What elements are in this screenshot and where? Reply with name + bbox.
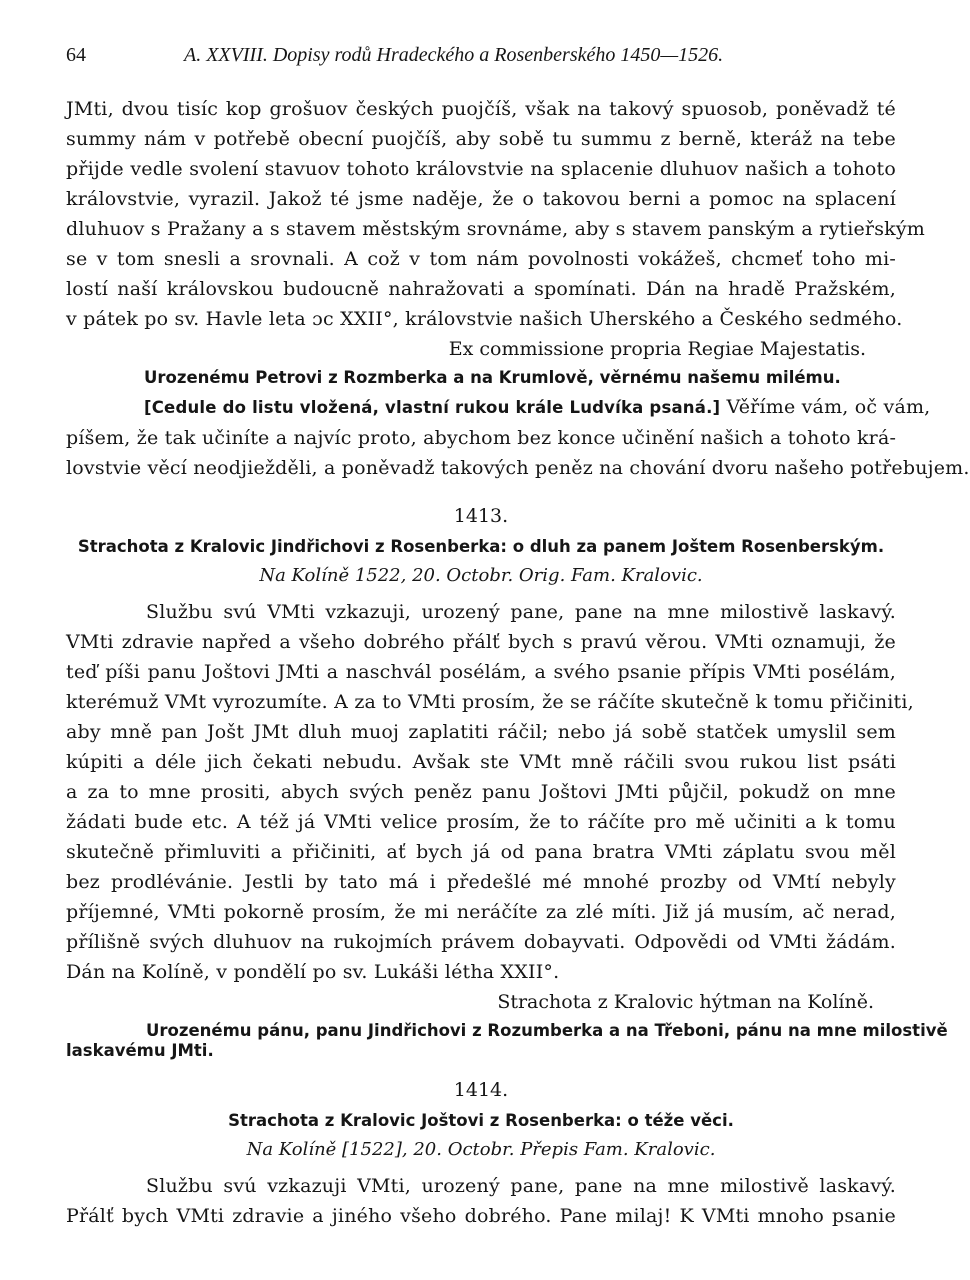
text-line: píšem, že tak učiníte a najvíc proto, abychom bez konce učinění našich a tohoto krá- bbox=[66, 427, 897, 449]
letter-address bbox=[66, 1017, 948, 1065]
previous-letter-address: Urozenému Petrovi z Rozmberka a na Krumlově, věrnému našemu milému. bbox=[144, 368, 841, 387]
previous-letter-signature: Ex commissione propria Regiae Majestatis. bbox=[448, 338, 866, 360]
text-line: skutečně přimluviti a přičiniti, ať bych já od pana bratra VMti záplatu svou měl bbox=[66, 841, 896, 863]
text-line: přijde vedle svolení stavuov tohoto královstvie na splacenie dluhuov našich a tohoto bbox=[66, 158, 896, 180]
text-line: v pátek po sv. Havle leta ɔc XXII°, královstvie našich Uherského a Českého sedmého. bbox=[66, 308, 903, 330]
text-line: Službu svú vzkazuji VMti, urozený pane, pane na mne milostivě laskavý. bbox=[146, 1175, 896, 1197]
text-line: přílišně svých dluhuov na rukojmích právem dobayvati. Odpovědi od VMti žádám. bbox=[66, 931, 896, 953]
text-line: aby mně pan Jošt JMt dluh muoj zaplatiti ráčil; nebo já sobě statček umyslil sem bbox=[66, 721, 896, 743]
text-line: summy nám v potřebě obecní puojčíš, aby sobě tu summu z berně, kteráž na tebe bbox=[66, 128, 896, 150]
letter-body bbox=[66, 1171, 896, 1231]
letter-source: Na Kolíně 1522, 20. Octobr. Orig. Fam. Kralovic. bbox=[259, 565, 703, 586]
letter-signature: Strachota z Kralovic hýtman na Kolíně. bbox=[497, 991, 874, 1013]
book-page bbox=[66, 44, 970, 1231]
text-line: lostí naší královskou budoucně nahražovati a spomínati. Dán na hradě Pražském, bbox=[66, 278, 896, 300]
letter-heading: Strachota z Kralovic Joštovi z Rosenberka: o téže věci. bbox=[228, 1111, 734, 1130]
text-line: a za to mne prositi, abych svých peněz panu Joštovi JMti půjčil, pokudž on mne bbox=[66, 781, 896, 803]
text-line: dluhuov s Pražany a s stavem městským srovnáme, aby s stavem panským a rytieřským bbox=[66, 218, 926, 240]
cedule-note bbox=[66, 392, 970, 483]
text-line: Službu svú VMti vzkazuji, urozený pane, pane na mne milostivě laskavý. bbox=[146, 601, 896, 623]
cedule-intro: [Cedule do listu vložená, vlastní rukou krále Ludvíka psaná.] bbox=[144, 398, 721, 417]
text-line: VMti zdravie napřed a všeho dobrého přálť bych s pravú věrou. VMti oznamuji, že bbox=[66, 631, 896, 653]
address-line: laskavému JMti. bbox=[66, 1041, 214, 1060]
text-line: kterémuž VMt vyrozumíte. A za to VMti prosím, že se ráčíte skutečně k tomu přičiniti, bbox=[66, 691, 914, 713]
text-line: JMti, dvou tisíc kop grošuov českých puojčíš, však na takový spuosob, poněvadž té bbox=[66, 98, 896, 120]
text-line: Dán na Kolíně, v pondělí po sv. Lukáši létha XXII°. bbox=[66, 961, 560, 983]
running-title: A. XXVIII. Dopisy rodů Hradeckého a Rosenberského 1450—1526. bbox=[184, 44, 724, 66]
text-line: kúpiti a déle jich čekati nebudu. Avšak ste VMt mně ráčili svou rukou list psáti bbox=[66, 751, 896, 773]
text-line: královstvie, vyrazil. Jakož té jsme naděje, že o takovou berni a pomoc na splacení bbox=[66, 188, 896, 210]
running-header bbox=[66, 44, 896, 78]
text-line: Věříme vám, oč vám, bbox=[726, 396, 931, 418]
letter-heading: Strachota z Kralovic Jindřichovi z Rosenberka: o dluh za panem Joštem Rosenberským. bbox=[77, 537, 885, 556]
text-line: teď píši panu Joštovi JMti a naschvál posélám, a svého psanie přípis VMti posélám, bbox=[66, 661, 896, 683]
page-number: 64 bbox=[66, 44, 86, 66]
letter-number: 1413. bbox=[453, 505, 509, 527]
previous-letter-body bbox=[66, 94, 926, 334]
letter-source: Na Kolíně [1522], 20. Octobr. Přepis Fam. Kralovic. bbox=[246, 1139, 716, 1160]
letter-number: 1414. bbox=[453, 1079, 509, 1101]
text-line: příjemné, VMti pokorně prosím, že mi neráčíte za zlé míti. Již já musím, ač nerad, bbox=[66, 901, 896, 923]
text-line: lovstvie věcí neodjiežděli, a poněvadž takových peněz na chování dvoru našeho potřebujem. bbox=[66, 457, 970, 479]
text-line: se v tom snesli a srovnali. A což v tom nám povolnosti vokážeš, chcmeť toho mi- bbox=[66, 248, 896, 270]
letter-body bbox=[66, 597, 914, 987]
text-line: Přálť bych VMti zdravie a jiného všeho dobrého. Pane milaj! K VMti mnoho psanie bbox=[66, 1205, 896, 1227]
text-line: žádati bude etc. A též já VMti velice prosím, že to ráčíte pro mě učiniti a k tomu bbox=[66, 811, 896, 833]
address-line: Urozenému pánu, panu Jindřichovi z Rozumberka a na Třeboni, pánu na mne milostivě bbox=[146, 1021, 948, 1040]
text-line: bez prodlévánie. Jestli by tato má i předešlé mé mnohé prozby od VMtí nebyly bbox=[66, 871, 896, 893]
